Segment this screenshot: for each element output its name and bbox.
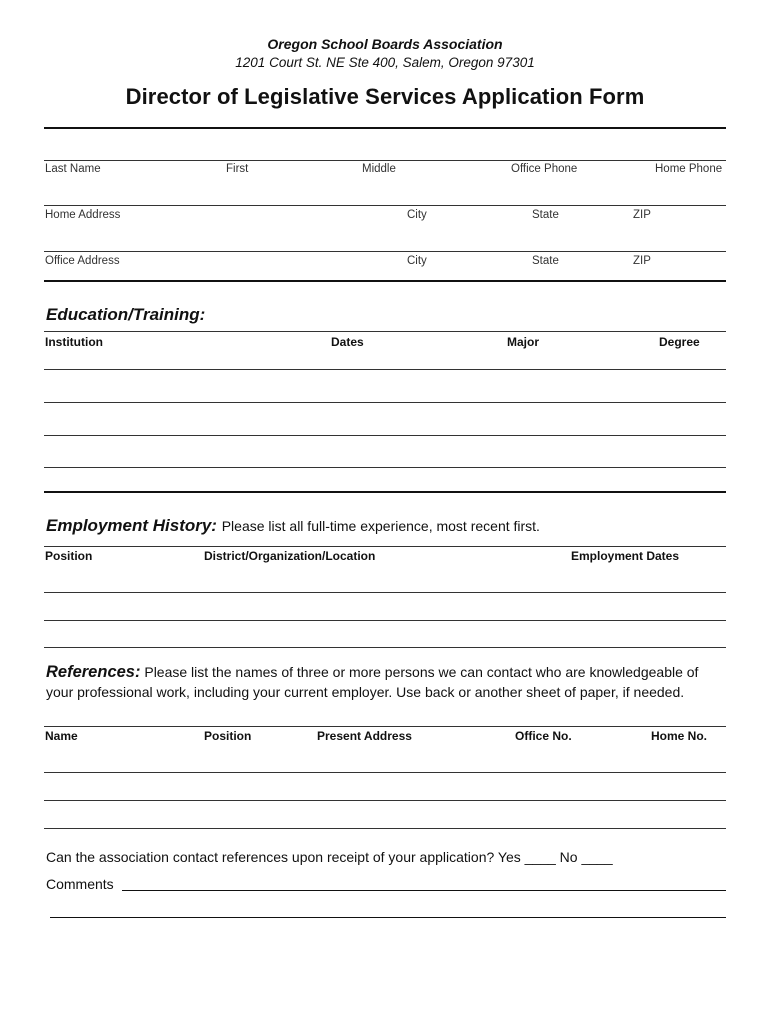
employment-title-text: Employment History:: [46, 516, 217, 535]
education-row-line[interactable]: [44, 435, 726, 436]
form-title: Director of Legislative Services Application Form: [125, 84, 645, 109]
education-col-institution: Institution: [45, 335, 103, 349]
office-zip-label: ZIP: [633, 255, 651, 267]
name-row-line[interactable]: [44, 160, 726, 161]
education-row-line[interactable]: [44, 402, 726, 403]
employment-row-line[interactable]: [44, 620, 726, 621]
references-col-home-no: Home No.: [651, 729, 708, 743]
employment-row-line[interactable]: [44, 647, 726, 648]
office-city-label: City: [407, 255, 427, 267]
employment-section-title: [46, 516, 540, 536]
home-city-label: City: [407, 209, 427, 221]
contact-references-question: Can the association contact references upon receipt of your application? Yes ____ No ____: [46, 849, 613, 865]
references-row-line[interactable]: [44, 772, 726, 773]
employment-row-line[interactable]: [44, 592, 726, 593]
references-title: References:: [46, 663, 141, 681]
references-intro: [46, 662, 726, 702]
employment-note: Please list all full-time experience, most recent first.: [221, 518, 540, 534]
employment-header-line: [44, 546, 726, 547]
middle-name-label: Middle: [362, 163, 396, 175]
references-row-line[interactable]: [44, 828, 726, 829]
home-state-label: State: [532, 209, 559, 221]
employment-col-position: Position: [45, 549, 93, 563]
education-row-line[interactable]: [44, 369, 726, 370]
last-name-label: Last Name: [45, 163, 101, 175]
education-row-line[interactable]: [44, 467, 726, 468]
office-state-label: State: [532, 255, 559, 267]
home-address-line[interactable]: [44, 205, 726, 206]
employment-col-dates: Employment Dates: [571, 549, 680, 563]
references-row-line[interactable]: [44, 800, 726, 801]
references-col-office-no: Office No.: [515, 729, 572, 743]
references-col-position: Position: [204, 729, 252, 743]
title-divider: [44, 127, 726, 129]
references-header-line: [44, 726, 726, 727]
education-col-degree: Degree: [659, 335, 700, 349]
education-section-divider: [44, 491, 726, 493]
education-section-title: Education/Training:: [46, 305, 206, 324]
references-col-name: Name: [45, 729, 78, 743]
office-phone-label: Office Phone: [511, 163, 578, 175]
first-name-label: First: [226, 163, 249, 175]
education-col-major: Major: [507, 335, 540, 349]
home-address-label: Home Address: [45, 209, 121, 221]
comments-line-2[interactable]: [50, 917, 726, 918]
organization-name: Oregon School Boards Association: [267, 36, 503, 52]
office-address-line[interactable]: [44, 251, 726, 252]
office-address-label: Office Address: [45, 255, 120, 267]
personal-section-divider: [44, 280, 726, 282]
education-col-dates: Dates: [331, 335, 364, 349]
comments-line[interactable]: [122, 890, 726, 891]
home-zip-label: ZIP: [633, 209, 651, 221]
education-header-line: [44, 331, 726, 332]
references-note: Please list the names of three or more persons we can contact who are knowledgeable of your professional work, including your current employer. Use back or another sheet of paper, if needed.: [46, 664, 699, 700]
references-col-address: Present Address: [317, 729, 412, 743]
organization-address: 1201 Court St. NE Ste 400, Salem, Oregon 97301: [235, 55, 535, 70]
employment-col-organization: District/Organization/Location: [204, 549, 376, 563]
home-phone-label: Home Phone: [655, 163, 723, 175]
comments-label: Comments: [46, 876, 114, 892]
